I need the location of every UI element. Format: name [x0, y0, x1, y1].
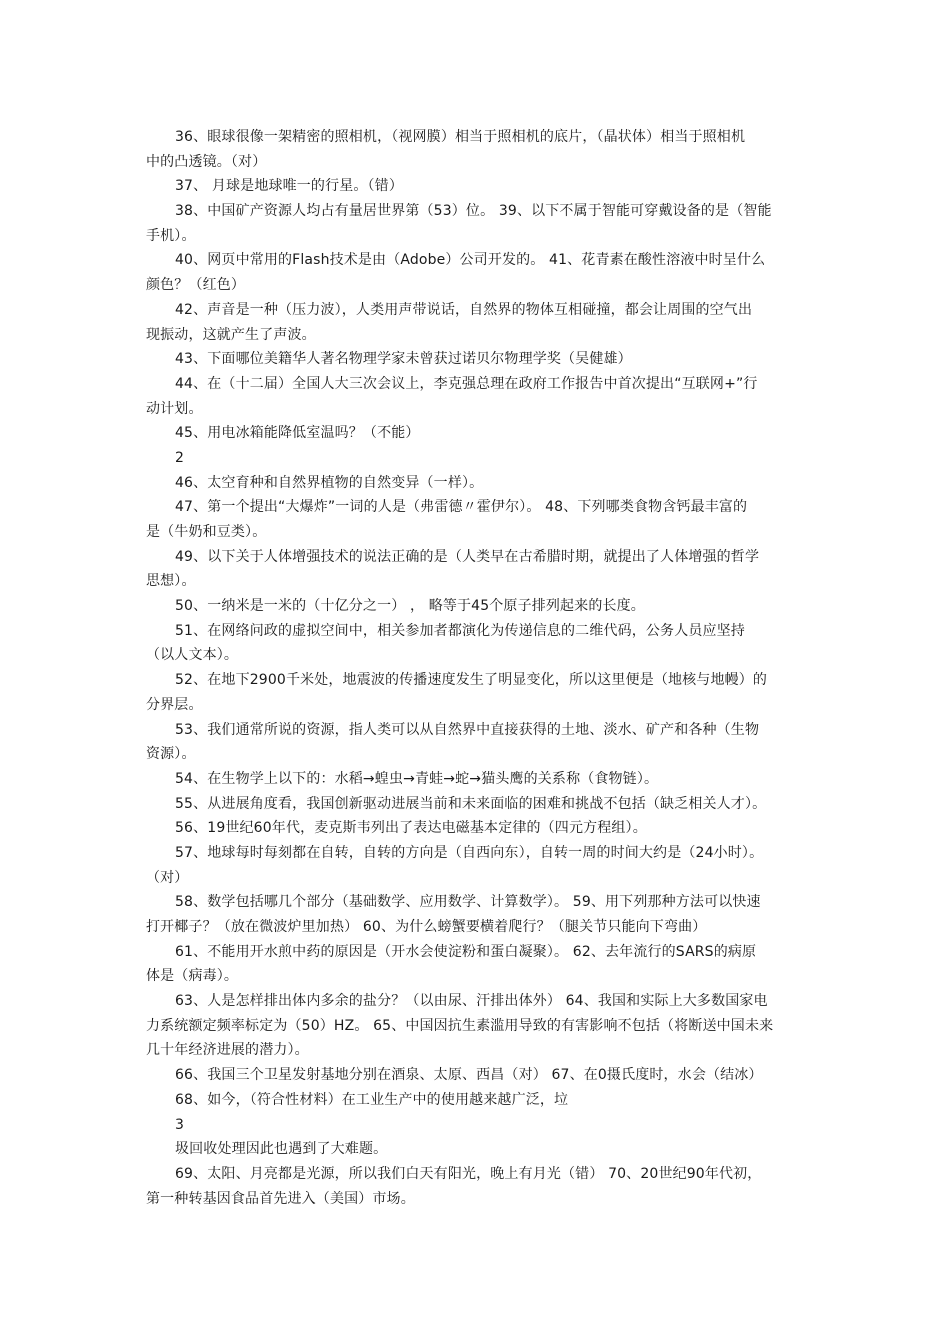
text-line: 45、用电冰箱能降低室温吗？（不能） — [175, 425, 420, 442]
text-line: 42、声音是一种（压力波），人类用声带说话，自然界的物体互相碰撞，都会让周围的空气出 — [175, 301, 753, 318]
text-line: 思想）。 — [146, 573, 196, 590]
text-line: 动计划。 — [146, 400, 203, 417]
text-line: 体是（病毒）。 — [146, 968, 239, 985]
text-line: 63、人是怎样排出体内多余的盐分？（以由尿、汗排出体外） 64、我国和实际上大多数国家电 — [175, 993, 768, 1010]
text-line: 第一种转基因食品首先进入（美国）市场。 — [146, 1190, 415, 1207]
text-line: 中的凸透镜。（对） — [146, 153, 267, 170]
text-line: 61、不能用开水煎中药的原因是（开水会使淀粉和蛋白凝聚）。 62、去年流行的SARS的病原 — [175, 943, 757, 960]
text-line: 66、我国三个卫星发射基地分别在酒泉、太原、西昌（对） 67、在0摄氏度时，水会（结冰） — [175, 1067, 763, 1084]
text-line: 52、在地下2900千米处，地震波的传播速度发生了明显变化，所以这里便是（地核与地幔）的 — [175, 672, 768, 689]
text-line: 36、眼球很像一架精密的照相机，（视网膜）相当于照相机的底片，（晶状体）相当于照相机 — [175, 129, 746, 145]
text-line: 46、太空育种和自然界植物的自然变异（一样）。 — [175, 474, 484, 491]
text-line: 力系统额定频率标定为（50）HZ。 65、中国因抗生素滥用导致的有害影响不包括（将断送中国未来 — [146, 1017, 774, 1034]
text-line: 54、在生物学上以下的：水稻→蝗虫→青蛙→蛇→猫头鹰的关系称（食物链）。 — [175, 770, 659, 787]
text-line: 50、一纳米是一米的（十亿分之一） ， 略等于45个原子排列起来的长度。 — [175, 598, 645, 615]
text-line: 47、第一个提出“大爆炸”一词的人是（弗雷德〃霍伊尔）。 48、下列哪类食物含钙最丰富的 — [175, 499, 748, 516]
text-line: 69、太阳、月亮都是光源，所以我们白天有阳光，晚上有月光（错） 70、20世纪90年代初， — [175, 1165, 762, 1182]
text-line: 57、地球每时每刻都在自转，自转的方向是（自西向东），自转一周的时间大约是（24小时）。 — [175, 844, 764, 861]
text-line: 68、如今，（符合性材料）在工业生产中的使用越来越广泛，垃 — [175, 1091, 569, 1108]
text-line: 2 — [175, 449, 185, 466]
text-line: 38、中国矿产资源人均占有量居世界第（53）位。 39、以下不属于智能可穿戴设备的是（智能 — [175, 203, 772, 220]
text-line: 44、在（十二届）全国人大三次会议上，李克强总理在政府工作报告中首次提出“互联网+”行 — [175, 375, 758, 392]
text-line: 55、从进展角度看，我国创新驱动进展当前和未来面临的困难和挑战不包括（缺乏相关人才）。 — [175, 795, 767, 812]
text-line: 40、网页中常用的Flash技术是由（Adobe）公司开发的。 41、花青素在酸性溶液中时呈什么 — [175, 252, 766, 269]
text-line: 43、下面哪位美籍华人著名物理学家未曾获过诺贝尔物理学奖（吴健雄） — [175, 351, 632, 368]
text-line: （对） — [146, 869, 189, 886]
text-line: 几十年经济进展的潜力）。 — [146, 1042, 309, 1059]
text-line: 3 — [175, 1116, 185, 1133]
text-line: 49、以下关于人体增强技术的说法正确的是（人类早在古希腊时期，就提出了人体增强的哲学 — [175, 548, 760, 565]
text-line: （以人文本）。 — [146, 647, 239, 664]
text-line: 58、数学包括哪几个部分（基础数学、应用数学、计算数学）。 59、用下列那种方法可以快速 — [175, 894, 761, 911]
text-line: 是（牛奶和豆类）。 — [146, 524, 267, 540]
text-line: 分界层。 — [146, 696, 203, 713]
text-line: 圾回收处理因此也遇到了大难题。 — [175, 1141, 388, 1158]
text-line: 颜色？（红色） — [146, 277, 246, 294]
text-line: 手机）。 — [146, 227, 196, 244]
document-body — [146, 125, 810, 1211]
text-line: 现振动，这就产生了声波。 — [146, 326, 316, 343]
text-line: 56、19世纪60年代，麦克斯韦列出了表达电磁基本定律的（四元方程组）。 — [175, 820, 647, 837]
text-line: 53、我们通常所说的资源，指人类可以从自然界中直接获得的土地、淡水、矿产和各种（生物 — [175, 721, 760, 738]
text-line: 51、在网络问政的虚拟空间中，相关参加者都演化为传递信息的二维代码，公务人员应坚持 — [175, 622, 745, 639]
text-line: 打开椰子？（放在微波炉里加热） 60、为什么螃蟹要横着爬行？（腿关节只能向下弯曲） — [146, 919, 707, 935]
text-line: 37、 月球是地球唯一的行星。（错） — [175, 178, 403, 195]
text-line: 资源）。 — [146, 746, 196, 763]
